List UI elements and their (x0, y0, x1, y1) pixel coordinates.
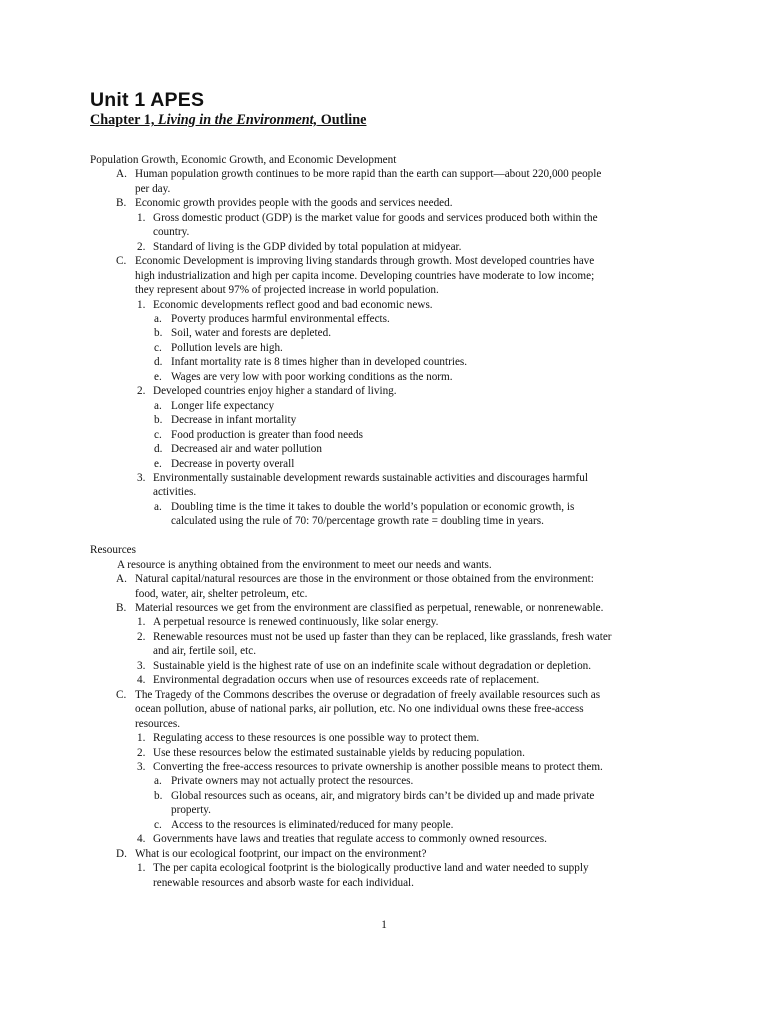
outline-marker: 2. (137, 746, 146, 759)
resources-intro: A resource is anything obtained from the environment to meet our needs and wants. (117, 558, 492, 571)
outline-line (90, 644, 680, 658)
outline-text: Poverty produces harmful environmental effects. (171, 312, 390, 325)
outline-marker: c. (154, 341, 162, 354)
outline-line (90, 196, 680, 210)
outline-text: Renewable resources must not be used up faster than they can be replaced, like grasslands, fresh water (153, 630, 612, 643)
outline-marker: 2. (137, 385, 146, 398)
outline-text: Regulating access to these resources is one possible way to protect them. (153, 732, 480, 745)
outline-line (90, 861, 680, 875)
outline-text: country. (153, 226, 190, 239)
outline-line (90, 587, 680, 601)
outline-line (90, 803, 680, 817)
outline-text: Decrease in infant mortality (171, 414, 297, 427)
outline-marker: 2. (137, 240, 146, 253)
outline-text: calculated using the rule of 70: 70/percentage growth rate = doubling time in years. (171, 515, 544, 528)
outline-line (90, 688, 680, 702)
outline-line (90, 254, 680, 268)
outline-line (90, 341, 680, 355)
outline-text: Longer life expectancy (171, 399, 275, 412)
outline-marker: 4. (137, 833, 146, 846)
section-resources-list (90, 572, 680, 890)
outline-marker: 3. (137, 659, 146, 672)
outline-text: Economic Development is improving living standards through growth. Most developed countries have (135, 255, 595, 268)
outline-marker: D. (116, 847, 127, 860)
outline-text: Economic developments reflect good and bad economic news. (153, 298, 433, 311)
outline-marker: 1. (137, 732, 146, 745)
outline-text: Infant mortality rate is 8 times higher than in developed countries. (171, 356, 468, 369)
outline-text: Governments have laws and treaties that regulate access to commonly owned resources. (153, 833, 547, 846)
outline-marker: a. (154, 500, 162, 513)
outline-marker: e. (154, 370, 162, 383)
document-title: Unit 1 APES (90, 89, 205, 111)
outline-line (90, 818, 680, 832)
outline-line (90, 572, 680, 586)
outline-text: Use these resources below the estimated sustainable yields by reducing population. (153, 746, 525, 759)
outline-line (90, 876, 680, 890)
outline-text: What is our ecological footprint, our impact on the environment? (135, 847, 427, 860)
outline-line (90, 457, 680, 471)
outline-line (90, 312, 680, 326)
outline-text: Access to the resources is eliminated/reduced for many people. (171, 818, 454, 831)
outline-text: high industrialization and high per capita income. Developing countries have moderate to low income; (135, 269, 595, 282)
page-number: 1 (381, 919, 387, 931)
outline-text: Material resources we get from the environment are classified as perpetual, renewable, or nonrenewable. (135, 602, 604, 615)
outline-marker: 1. (137, 616, 146, 629)
outline-line (90, 269, 680, 283)
outline-marker: 4. (137, 674, 146, 687)
outline-line (90, 659, 680, 673)
outline-marker: e. (154, 457, 162, 470)
outline-text: A perpetual resource is renewed continuously, like solar energy. (153, 616, 439, 629)
outline-text: Sustainable yield is the highest rate of use on an indefinite scale without degradation or depletion. (153, 659, 592, 672)
outline-line (90, 370, 680, 384)
outline-line (90, 225, 680, 239)
outline-line (90, 182, 680, 196)
outline-line (90, 601, 680, 615)
outline-line (90, 514, 680, 528)
outline-line (90, 760, 680, 774)
outline-text: Wages are very low with poor working conditions as the norm. (171, 370, 453, 383)
outline-text: Soil, water and forests are depleted. (171, 327, 331, 340)
outline-marker: A. (116, 168, 127, 181)
outline-text: per day. (135, 182, 171, 195)
outline-text: Food production is greater than food needs (171, 428, 364, 441)
outline-text: food, water, air, shelter petroleum, etc. (135, 587, 308, 600)
outline-line (90, 673, 680, 687)
outline-marker: a. (154, 399, 162, 412)
outline-text: they represent about 97% of projected increase in world population. (135, 284, 439, 297)
outline-marker: b. (154, 789, 163, 802)
outline-text: resources. (135, 717, 181, 730)
outline-text: Doubling time is the time it takes to double the world’s population or economic growth, is (171, 500, 575, 513)
outline-marker: B. (116, 602, 127, 615)
outline-text: Converting the free-access resources to private ownership is another possible means to protect them. (153, 761, 603, 774)
outline-marker: C. (116, 255, 127, 268)
outline-marker: d. (154, 443, 163, 456)
outline-text: Economic growth provides people with the goods and services needed. (135, 197, 453, 210)
outline-line (90, 630, 680, 644)
outline-line (90, 283, 680, 297)
outline-text: Environmentally sustainable development rewards sustainable activities and discourages harmful (153, 471, 588, 484)
outline-text: The per capita ecological footprint is the biologically productive land and water needed to supply (153, 862, 589, 875)
outline-marker: 2. (137, 630, 146, 643)
outline-text: Decrease in poverty overall (171, 457, 295, 470)
subtitle-suffix: Outline (317, 112, 367, 128)
outline-text: activities. (153, 486, 197, 499)
outline-line (90, 746, 680, 760)
outline-line (90, 211, 680, 225)
outline-text: Pollution levels are high. (171, 341, 283, 354)
outline-marker: c. (154, 818, 162, 831)
outline-line (90, 615, 680, 629)
outline-line (90, 847, 680, 861)
outline-text: Environmental degradation occurs when use of resources exceeds rate of replacement. (153, 674, 540, 687)
outline-line (90, 485, 680, 499)
outline-line (90, 500, 680, 514)
section-gap (90, 529, 680, 543)
outline-marker: b. (154, 414, 163, 427)
outline-marker: B. (116, 197, 127, 210)
outline-line (90, 326, 680, 340)
outline-text: Developed countries enjoy higher a standard of living. (153, 385, 397, 398)
outline-line (90, 774, 680, 788)
outline-line (90, 731, 680, 745)
outline-line (90, 298, 680, 312)
outline-marker: 3. (137, 471, 146, 484)
outline-text: renewable resources and absorb waste for each individual. (153, 876, 414, 889)
outline-marker: d. (154, 356, 163, 369)
outline-text: ocean pollution, abuse of national parks, air pollution, etc. No one individual owns these free-access (135, 703, 584, 716)
outline-text: Human population growth continues to be more rapid than the earth can support—about 220,000 people (135, 168, 602, 181)
outline-marker: c. (154, 428, 162, 441)
outline-marker: 1. (137, 862, 146, 875)
outline-marker: C. (116, 688, 127, 701)
outline-line (90, 355, 680, 369)
outline-line (90, 832, 680, 846)
outline-line (90, 167, 680, 181)
outline-marker: a. (154, 312, 162, 325)
outline-marker: b. (154, 327, 163, 340)
outline-text: Standard of living is the GDP divided by total population at midyear. (153, 240, 462, 253)
outline-text: The Tragedy of the Commons describes the overuse or degradation of freely available resources such as (135, 688, 601, 701)
subtitle-prefix: Chapter 1, (90, 112, 158, 128)
outline-content (90, 153, 680, 890)
outline-line (90, 442, 680, 456)
outline-line (90, 471, 680, 485)
outline-line (90, 240, 680, 254)
outline-line (90, 399, 680, 413)
outline-line (90, 717, 680, 731)
outline-text: property. (171, 804, 211, 817)
outline-marker: 3. (137, 761, 146, 774)
outline-line (90, 413, 680, 427)
outline-text: Natural capital/natural resources are those in the environment or those obtained from the environment: (135, 573, 594, 586)
outline-line (90, 789, 680, 803)
outline-text: Decreased air and water pollution (171, 443, 322, 456)
section-population-list (90, 167, 680, 528)
outline-line (90, 702, 680, 716)
section-heading-resources: Resources (90, 544, 136, 557)
outline-marker: 1. (137, 298, 146, 311)
outline-marker: a. (154, 775, 162, 788)
outline-text: and air, fertile soil, etc. (153, 645, 256, 658)
outline-line (90, 428, 680, 442)
outline-text: Private owners may not actually protect the resources. (171, 775, 414, 788)
outline-marker: 1. (137, 211, 146, 224)
outline-text: Gross domestic product (GDP) is the market value for goods and services produced both within the (153, 211, 598, 224)
outline-marker: A. (116, 573, 127, 586)
document-subtitle (90, 112, 366, 129)
outline-line (90, 384, 680, 398)
subtitle-italic: Living in the Environment, (157, 112, 318, 128)
section-heading-population: Population Growth, Economic Growth, and Economic Development (90, 154, 397, 166)
outline-text: Global resources such as oceans, air, and migratory birds can’t be divided up and made private (171, 789, 595, 802)
